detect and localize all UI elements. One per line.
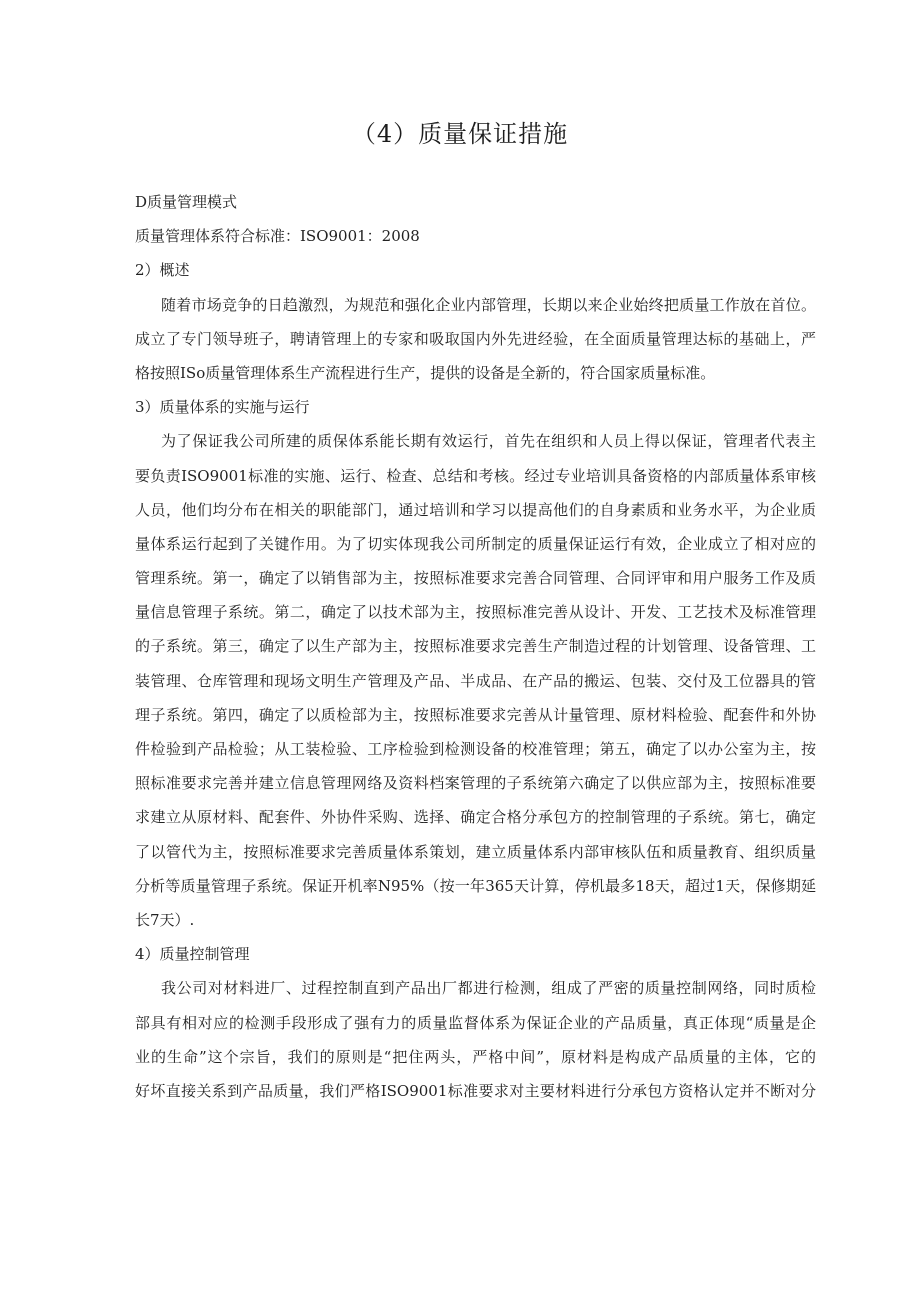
body-text-line: 格按照ISo质量管理体系生产流程进行生产，提供的设备是全新的，符合国家质量标准。 xyxy=(135,363,716,382)
body-text-line: 管理系统。第一，确定了以销售部为主，按照标准要求完善合同管理、合同评审和用户服务工作及质 xyxy=(135,569,816,588)
body-text-line: 理子系统。第四，确定了以质检部为主，按照标准要求完善从计量管理、原材料检验、配套件和外协 xyxy=(135,705,816,724)
body-text-line: 部具有相对应的检测手段形成了强有力的质量监督体系为保证企业的产品质量，真正体现“质量是企 xyxy=(135,1013,816,1032)
body-text-line: 求建立从原材料、配套件、外协件采购、选择、确定合格分承包方的控制管理的子系统。第七，确定 xyxy=(135,808,816,827)
body-text-line: 我公司对材料进厂、过程控制直到产品出厂都进行检测，组成了严密的质量控制网络，同时质检 xyxy=(161,979,816,998)
body-text-line: 了以管代为主，按照标准要求完善质量体系策划，建立质量体系内部审核队伍和质量教育、组织质量 xyxy=(135,842,816,861)
section-heading: 2）概述 xyxy=(135,261,190,280)
body-text-line: 照标准要求完善并建立信息管理网络及资料档案管理的子系统第六确定了以供应部为主，按照标准要 xyxy=(135,774,816,793)
body-text-line: 好坏直接关系到产品质量，我们严格ISO9001标准要求对主要材料进行分承包方资格认定并不断对分 xyxy=(135,1081,816,1100)
body-text-line: 要负责ISO9001标准的实施、运行、检查、总结和考核。经过专业培训具备资格的内部质量体系审核 xyxy=(135,466,816,485)
body-text-line: 业的生命”这个宗旨，我们的原则是“把住两头，严格中间”，原材料是构成产品质量的主体，它的 xyxy=(135,1047,816,1066)
body-text-line: 装管理、仓库管理和现场文明生产管理及产品、半成品、在产品的搬运、包装、交付及工位器具的管 xyxy=(135,671,816,690)
body-text-line: 分析等质量管理子系统。保证开机率N95%（按一年365天计算，停机最多18天，超过1天，保修期延 xyxy=(135,876,816,895)
section-heading: D质量管理模式 xyxy=(135,193,238,211)
body-text-line: 为了保证我公司所建的质保体系能长期有效运行，首先在组织和人员上得以保证，管理者代表主 xyxy=(161,432,816,451)
body-text-line: 件检验到产品检验；从工装检验、工序检验到检测设备的校准管理；第五，确定了以办公室为主，按 xyxy=(135,740,816,758)
body-text-line: 长7天）. xyxy=(135,910,195,929)
body-text-line: 量信息管理子系统。第二，确定了以技术部为主，按照标准完善从设计、开发、工艺技术及标准管理 xyxy=(135,603,816,622)
section-heading: 4）质量控制管理 xyxy=(135,945,250,964)
document-title: （4）质量保证措施 xyxy=(351,120,569,148)
body-text-line: 的子系统。第三，确定了以生产部为主，按照标准要求完善生产制造过程的计划管理、设备管理、工 xyxy=(135,637,816,656)
body-text-line: 人员，他们均分布在相关的职能部门，通过培训和学习以提高他们的自身素质和业务水平，为企业质 xyxy=(135,500,816,519)
body-text-line: 量体系运行起到了关键作用。为了切实体现我公司所制定的质量保证运行有效，企业成立了相对应的 xyxy=(135,534,816,553)
body-text-line: 质量管理体系符合标准：ISO9001：2008 xyxy=(135,227,420,246)
document-body xyxy=(135,185,816,1108)
body-text-line: 成立了专门领导班子，聘请管理上的专家和吸取国内外先进经验，在全面质量管理达标的基础上，严 xyxy=(135,329,816,348)
body-text-line: 随着市场竞争的日趋激烈，为规范和强化企业内部管理，长期以来企业始终把质量工作放在首位。 xyxy=(161,295,816,314)
section-heading: 3）质量体系的实施与运行 xyxy=(135,398,310,417)
